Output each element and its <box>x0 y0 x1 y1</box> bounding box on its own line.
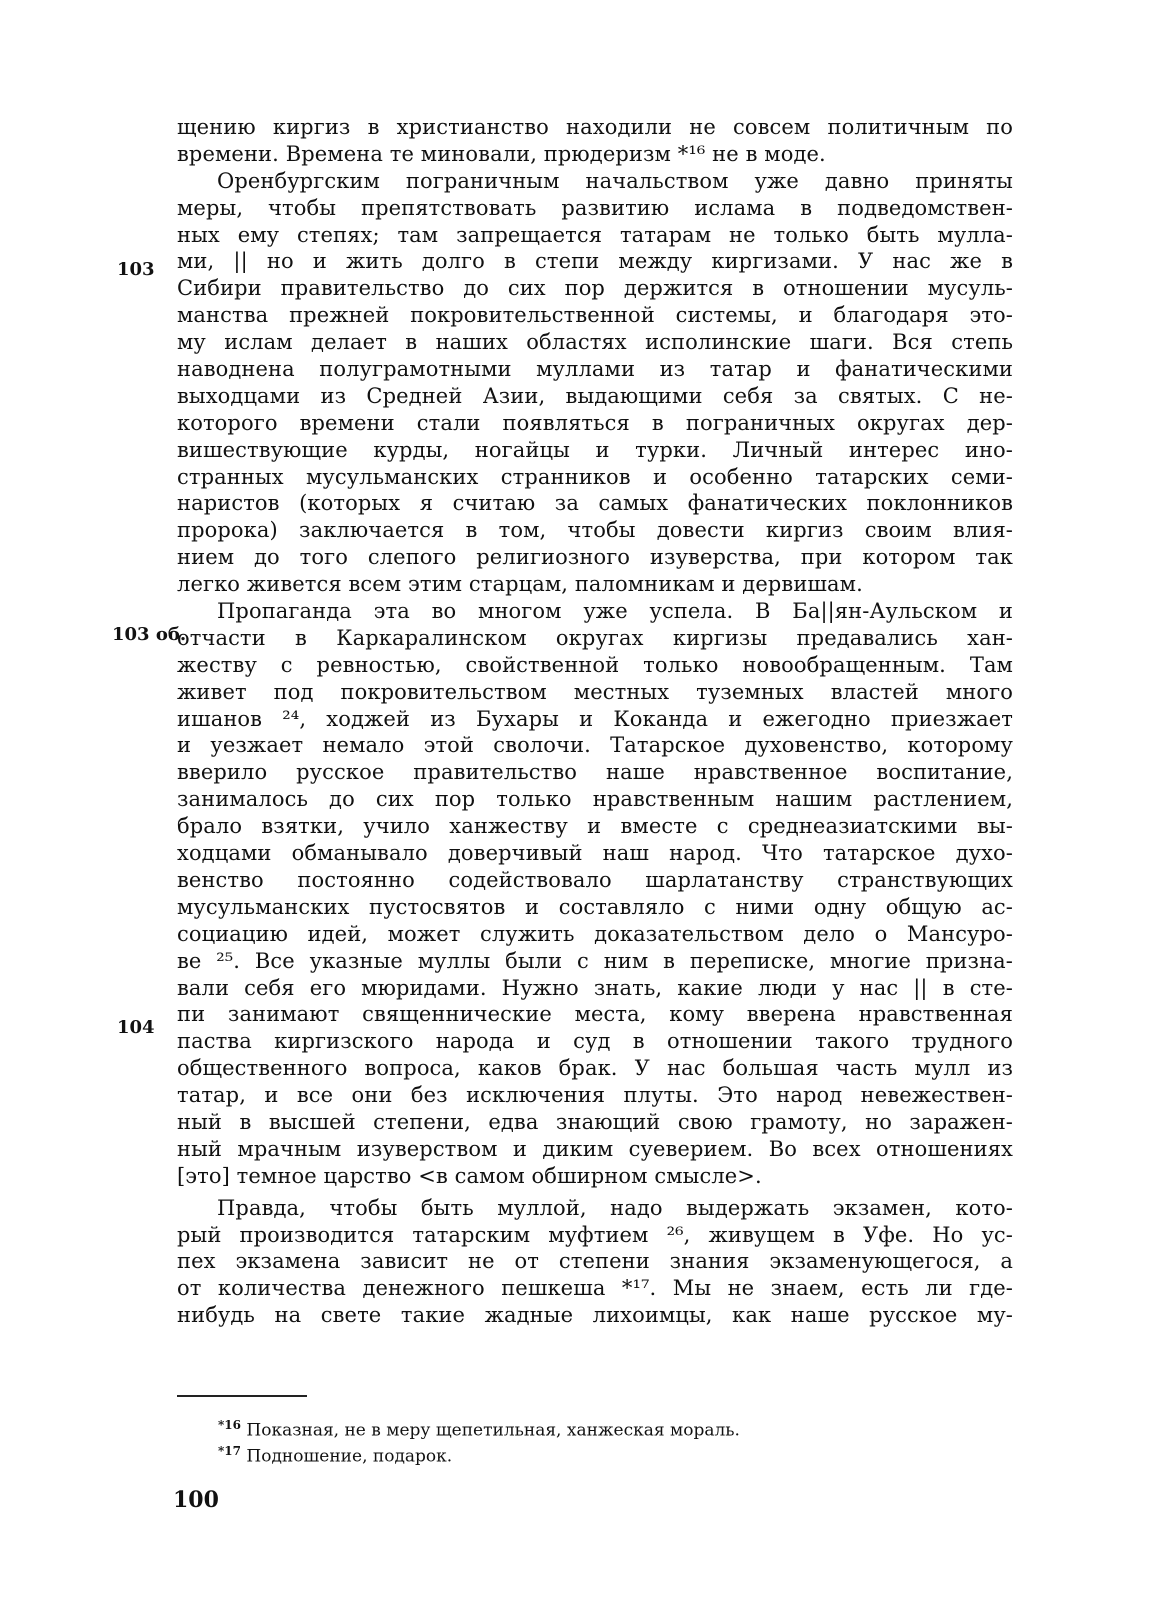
text-line: от количества денежного пешкеша *¹⁷. Мы не знаем, есть ли где- <box>177 1276 1013 1301</box>
text-line: Пропаганда эта во многом уже успела. В Ба||ян-Аульском и <box>217 599 1013 624</box>
text-line: венство постоянно содействовало шарлатанству странствующих <box>177 867 1013 892</box>
text-line: меры, чтобы препятствовать развитию ислама в подведомствен- <box>177 195 1013 220</box>
text-line: наристов (которых я считаю за самых фанатических поклонников <box>177 491 1013 516</box>
margin-folio-number: 104 <box>117 1017 155 1038</box>
text-line: легко живется всем этим старцам, паломникам и дервишам. <box>177 572 863 597</box>
footnote-text: Подношение, подарок. <box>246 1446 453 1467</box>
text-line: вали себя его мюридами. Нужно знать, какие люди у нас || в сте- <box>177 975 1013 1000</box>
text-line: ве ²⁵. Все указные муллы были с ним в переписке, многие призна- <box>177 948 1013 973</box>
text-line: мусульманских пустосвятов и составляло с ними одну общую ас- <box>177 894 1013 919</box>
page-number: 100 <box>173 1487 219 1513</box>
text-line: жеству с ревностью, свойственной только новообращенным. Там <box>177 652 1013 677</box>
text-line: выходцами из Средней Азии, выдающими себя за святых. С не- <box>177 383 1013 408</box>
text-line: [это] темное царство <в самом обширном смысле>. <box>177 1163 762 1188</box>
text-line: манства прежней покровительственной системы, и благодаря это- <box>177 303 1013 328</box>
text-line: Правда, чтобы быть муллой, надо выдержать экзамен, кото- <box>217 1195 1013 1220</box>
text-line: пех экзамена зависит не от степени знания экзаменующегося, а <box>177 1249 1013 1274</box>
text-line: пророка) заключается в том, чтобы довести киргиз своим влия- <box>177 518 1013 543</box>
text-line: Оренбургским пограничным начальством уже давно приняты <box>217 168 1013 193</box>
text-line: ми, || но и жить долго в степи между киргизами. У нас же в <box>177 249 1013 274</box>
footnote-text: Показная, не в меру щепетильная, ханжеская мораль. <box>246 1420 740 1441</box>
text-line: татар, и все они без исключения плуты. Это народ невежествен- <box>177 1083 1013 1108</box>
text-line: ишанов ²⁴, ходжей из Бухары и Коканда и ежегодно приезжает <box>177 706 1013 731</box>
text-line: щению киргиз в христианство находили не совсем политичным по <box>177 115 1013 139</box>
text-line: и уезжает немало этой сволочи. Татарское духовенство, которому <box>177 733 1013 758</box>
text-line: социацию идей, может служить доказательством дело о Мансуро- <box>177 921 1013 946</box>
text-line: отчасти в Каркаралинском округах киргизы предавались хан- <box>177 625 1013 650</box>
text-line: брало взятки, учило ханжеству и вместе с среднеазиатскими вы- <box>177 814 1013 839</box>
text-line: Сибири правительство до сих пор держится в отношении мусуль- <box>177 276 1013 301</box>
text-line: ных ему степях; там запрещается татарам не только быть мулла- <box>177 222 1013 247</box>
text-line: рый производится татарским муфтием ²⁶, живущем в Уфе. Но ус- <box>177 1222 1013 1247</box>
text-line: которого времени стали появляться в пограничных округах дер- <box>177 410 1013 435</box>
footnote-divider <box>177 1395 307 1397</box>
footnote-mark: *17 <box>218 1444 241 1458</box>
text-line: вверило русское правительство наше нравственное воспитание, <box>177 760 1013 785</box>
text-line: пи занимают священнические места, кому вверена нравственная <box>177 1002 1013 1027</box>
text-line: нием до того слепого религиозного изуверства, при котором так <box>177 545 1013 570</box>
text-line: паства киргизского народа и суд в отношении такого трудного <box>177 1029 1013 1054</box>
text-line: живет под покровительством местных туземных властей много <box>177 679 1013 704</box>
text-line: нибудь на свете такие жадные лихоимцы, как наше русское му- <box>177 1303 1013 1328</box>
margin-folio-number: 103 об. <box>112 624 187 645</box>
footnote <box>218 1412 978 1441</box>
text-line: ходцами обманывало доверчивый наш народ. Что татарское духо- <box>177 841 1013 866</box>
text-line: наводнена полуграмотными муллами из татар и фанатическими <box>177 357 1013 382</box>
footnote <box>218 1438 978 1467</box>
footnotes <box>218 1412 978 1467</box>
text-line: странных мусульманских странников и особенно татарских семи- <box>177 464 1013 489</box>
text-line: общественного вопроса, каков брак. У нас большая часть мулл из <box>177 1056 1013 1081</box>
text-line: ный мрачным изуверством и диким суеверием. Во всех отношениях <box>177 1136 1013 1161</box>
text-line: му ислам делает в наших областях исполинские шаги. Вся степь <box>177 330 1013 355</box>
text-line: времени. Времена те миновали, прюдеризм *¹⁶ не в моде. <box>177 141 826 166</box>
text-line: ный в высшей степени, едва знающий свою грамоту, но заражен- <box>177 1109 1013 1134</box>
text-line: вишествующие курды, ногайцы и турки. Личный интерес ино- <box>177 437 1013 462</box>
footnote-mark: *16 <box>218 1418 241 1432</box>
text-line: занималось до сих пор только нравственным нашим растлением, <box>177 787 1013 812</box>
margin-folio-number: 103 <box>117 259 155 280</box>
main-text <box>177 114 1013 1329</box>
